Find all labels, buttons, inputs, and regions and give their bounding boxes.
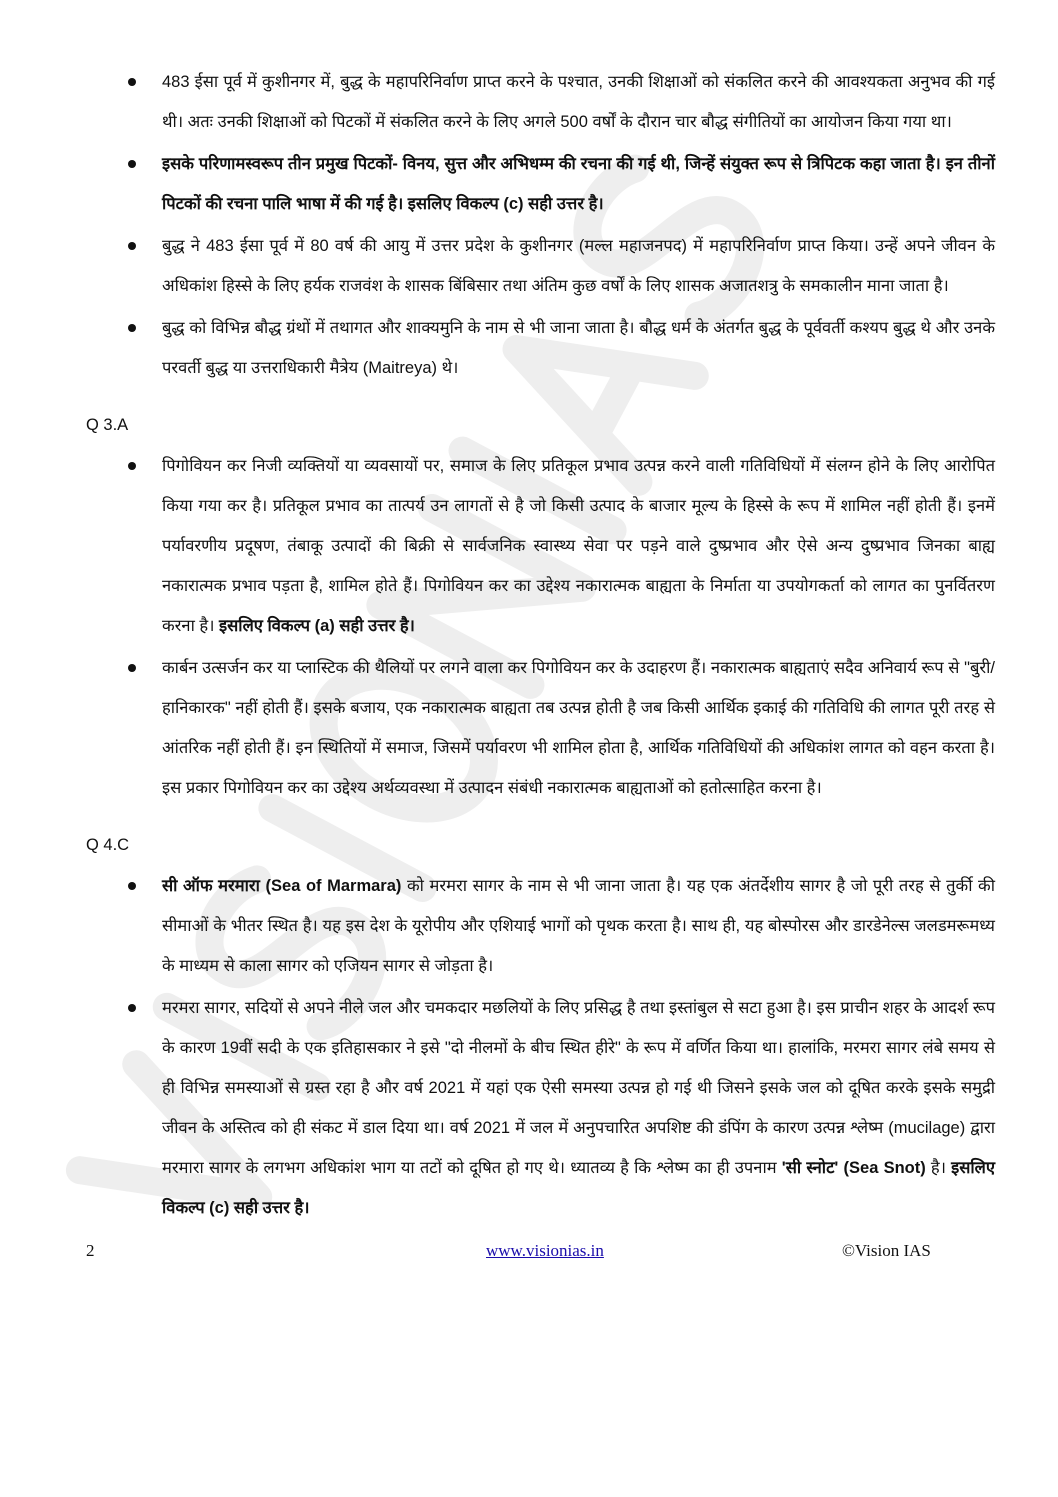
page-footer — [0, 1236, 1058, 1266]
bullet-icon — [128, 664, 136, 672]
bullet-icon — [128, 78, 136, 86]
answer-statement: इसलिए विकल्प (c) सही उत्तर है। — [162, 1159, 995, 1217]
question-heading: Q 4.C — [86, 836, 130, 854]
question-heading: Q 3.A — [86, 416, 129, 434]
answer-statement: इसलिए विकल्प (a) सही उत्तर है। — [219, 617, 415, 635]
list-item — [0, 866, 1058, 986]
bullet-icon — [128, 1004, 136, 1012]
section-2-list — [0, 446, 1058, 808]
bullet-icon — [128, 324, 136, 332]
website-link[interactable]: www.visionias.in — [486, 1241, 604, 1260]
paragraph-bold-text: इसके परिणामस्वरूप तीन प्रमुख पिटकों- विनय, सुत्त और अभिधम्म की रचना की गई थी, जिन्हें संयुक्त रूप से त्रिपिटक कहा जाता है। इन तीनों पिटकों की रचना पालि भाषा में की गई है। इसलिए विकल्प (c) सही उत्तर है। — [162, 155, 995, 213]
term-bold: सी ऑफ मरमारा (Sea of Marmara) — [162, 877, 402, 895]
list-item — [0, 62, 1058, 142]
paragraph-text: मरमरा सागर, सदियों से अपने नीले जल और चमकदार मछलियों के लिए प्रसिद्ध है तथा इस्तांबुल से सटा हुआ है। इस प्राचीन शहर के आदर्श रूप के कारण 19वीं सदी के एक इतिहासकार ने इसे "दो नीलमों के बीच स्थित हीरे" के रूप में वर्णित किया था। हालांकि, मरमरा सागर लंबे समय से ही विभिन्न समस्याओं से ग्रस्त रहा है और वर्ष 2021 में यहां एक ऐसी समस्या उत्पन्न हो गई थी जिसने इसके जल को दूषित करके इसके समुद्री जीवन के अस्तित्व को ही संकट में डाल दिया था। वर्ष 2021 में जल में अनुपचारित अपशिष्ट की डंपिंग के कारण उत्पन्न श्लेष्म (mucilage) द्वारा मरमारा सागर के लगभग अधिकांश भाग या तटों को दूषित हो गए थे। ध्यातव्य है कि श्लेष्म का ही उपनाम — [162, 999, 995, 1177]
paragraph-text: बुद्ध ने 483 ईसा पूर्व में 80 वर्ष की आयु में उत्तर प्रदेश के कुशीनगर (मल्ल महाजनपद) में महापरिनिर्वाण प्राप्त किया। उन्हें अपने जीवन के अधिकांश हिस्से के लिए हर्यक राजवंश के शासक बिंबिसार तथा अंतिम कुछ वर्षों के लिए शासक अजातशत्रु के समकालीन माना जाता है। — [162, 237, 995, 295]
bullet-icon — [128, 242, 136, 250]
paragraph-text: पिगोवियन कर निजी व्यक्तियों या व्यवसायों पर, समाज के लिए प्रतिकूल प्रभाव उत्पन्न करने वाली गतिविधियों में संलग्न होने के लिए आरोपित किया गया कर है। प्रतिकूल प्रभाव का तात्पर्य उन लागतों से है जो किसी उत्पाद के बाजार मूल्य के हिस्से के रूप में शामिल नहीं होती हैं। इनमें पर्यावरणीय प्रदूषण, तंबाकू उत्पादों की बिक्री से सार्वजनिक स्वास्थ्य सेवा पर पड़ने वाले दुष्प्रभाव और ऐसे अन्य दुष्प्रभाव जिनका बाह्य नकारात्मक प्रभाव पड़ता है, शामिल होते हैं। पिगोवियन कर का उद्देश्य नकारात्मक बाह्यता के निर्माता या उपयोगकर्ता को लागत का पुनर्वितरण करना है। — [162, 457, 995, 635]
list-item — [0, 988, 1058, 1228]
page-number: 2 — [86, 1241, 95, 1260]
paragraph-text: है। — [925, 1159, 952, 1177]
paragraph-text: बुद्ध को विभिन्न बौद्ध ग्रंथों में तथागत और शाक्यमुनि के नाम से भी जाना जाता है। बौद्ध धर्म के अंतर्गत बुद्ध के पूर्ववर्ती कश्यप बुद्ध थे और उनके परवर्ती बुद्ध या उत्तराधिकारी मैत्रेय (Maitreya) थे। — [162, 319, 995, 377]
list-item — [0, 144, 1058, 224]
list-item — [0, 308, 1058, 388]
bullet-icon — [128, 882, 136, 890]
copyright-text: ©Vision IAS — [842, 1241, 931, 1260]
list-item — [0, 226, 1058, 306]
list-item — [0, 446, 1058, 646]
bullet-icon — [128, 160, 136, 168]
bullet-icon — [128, 462, 136, 470]
paragraph-text: 483 ईसा पूर्व में कुशीनगर में, बुद्ध के महापरिनिर्वाण प्राप्त करने के पश्चात, उनकी शिक्षाओं को संकलित करने की आवश्यकता अनुभव की गई थी। अतः उनकी शिक्षाओं को पिटकों में संकलित करने के लिए अगले 500 वर्षों के दौरान चार बौद्ध संगीतियों का आयोजन किया गया था। — [162, 73, 995, 131]
paragraph-text: कार्बन उत्सर्जन कर या प्लास्टिक की थैलियों पर लगने वाला कर पिगोवियन कर के उदाहरण हैं। नकारात्मक बाह्यताएं सदैव अनिवार्य रूप से "बुरी/हानिकारक" नहीं होती हैं। इसके बजाय, एक नकारात्मक बाह्यता तब उत्पन्न होती है जब किसी आर्थिक इकाई की गतिविधि की लागत पूरी तरह से आंतरिक नहीं होती हैं। इन स्थितियों में समाज, जिसमें पर्यावरण भी शामिल होता है, आर्थिक गतिविधियों की अधिकांश लागत को वहन करता है। इस प्रकार पिगोवियन कर का उद्देश्य अर्थव्यवस्था में उत्पादन संबंधी नकारात्मक बाह्यताओं को हतोत्साहित करना है। — [162, 659, 995, 797]
paragraph-text: को मरमरा सागर के नाम से भी जाना जाता है। यह एक अंतर्देशीय सागर है जो पूरी तरह से तुर्की की सीमाओं के भीतर स्थित है। यह इस देश के यूरोपीय और एशियाई भागों को पृथक करता है। साथ ही, यह बोस्पोरस और डारडेनेल्स जलडमरूमध्य के माध्यम से काला सागर को एजियन सागर से जोड़ता है। — [162, 877, 995, 975]
term-bold: 'सी स्नोट' (Sea Snot) — [781, 1159, 926, 1177]
list-item — [0, 648, 1058, 808]
section-3-list — [0, 866, 1058, 1228]
section-1-list — [0, 62, 1058, 388]
